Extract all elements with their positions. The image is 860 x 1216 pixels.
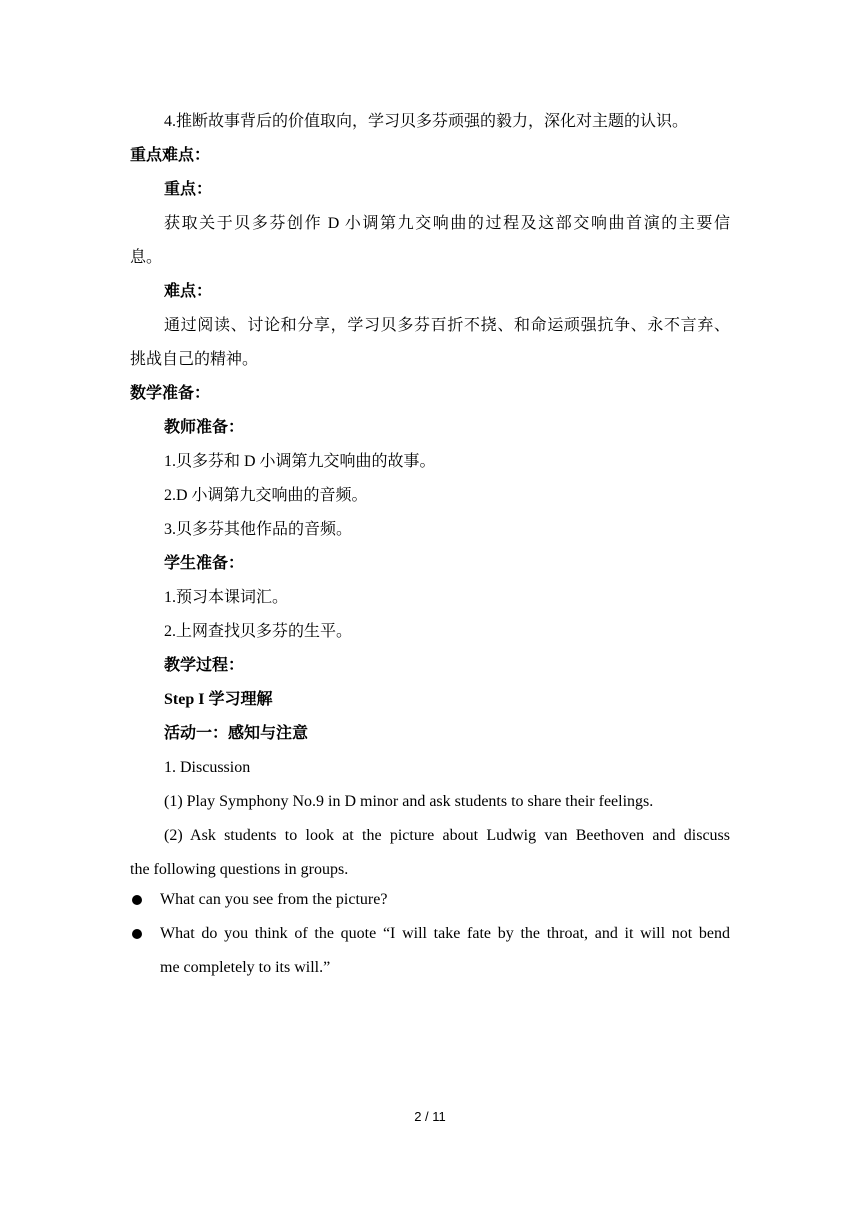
discussion-item-1: (1) Play Symphony No.9 in D minor and ask students to share their feelings. (164, 793, 654, 810)
objective-4: 4.推断故事背后的价值取向，学习贝多芬顽强的毅力，深化对主题的认识。 (164, 113, 689, 130)
teacher-prep-item: 1.贝多芬和 D 小调第九交响曲的故事。 (164, 453, 436, 470)
difficult-points-text-line-2: 挑战自己的精神。 (130, 351, 259, 368)
student-prep-item: 1.预习本课词汇。 (164, 589, 289, 606)
key-points-text-line-2: 息。 (130, 249, 163, 266)
discussion-item-2-line-1: (2) Ask students to look at the picture about Ludwig van Beethoven and discuss (164, 827, 730, 844)
bullet-question-2-line-2: me completely to its will.” (160, 959, 331, 976)
activity-heading: 活动一：感知与注意 (164, 725, 309, 742)
key-points-heading: 重点： (164, 181, 213, 198)
discussion-item-2-line-2: the following questions in groups. (130, 861, 349, 878)
student-prep-item: 2.上网查找贝多芬的生平。 (164, 623, 353, 640)
bullet-dot-icon (132, 929, 142, 939)
bullet-question-2-line-1: What do you think of the quote “I will take fate by the throat, and it will not bend (160, 925, 730, 942)
student-prep-heading: 学生准备： (164, 555, 245, 572)
key-points-text-line-1: 获取关于贝多芬创作 D 小调第九交响曲的过程及这部交响曲首演的主要信 (164, 215, 730, 232)
discussion-title: 1. Discussion (164, 759, 251, 776)
page-number: 2 / 11 (414, 1109, 446, 1124)
teacher-prep-item: 3.贝多芬其他作品的音频。 (164, 521, 353, 538)
key-difficult-heading: 重点难点： (130, 147, 211, 164)
teaching-process-heading: 教学过程： (164, 657, 245, 674)
preparation-heading: 数学准备： (130, 385, 211, 402)
teacher-prep-item: 2.D 小调第九交响曲的音频。 (164, 487, 368, 504)
difficult-points-heading: 难点： (164, 283, 213, 300)
bullet-dot-icon (132, 895, 142, 905)
difficult-points-text-line-1: 通过阅读、讨论和分享，学习贝多芬百折不挠、和命运顽强抗争、永不言弃、 (164, 317, 730, 334)
bullet-question-1: What can you see from the picture? (160, 891, 388, 908)
teacher-prep-heading: 教师准备： (164, 419, 245, 436)
step-heading: Step I 学习理解 (164, 691, 273, 708)
